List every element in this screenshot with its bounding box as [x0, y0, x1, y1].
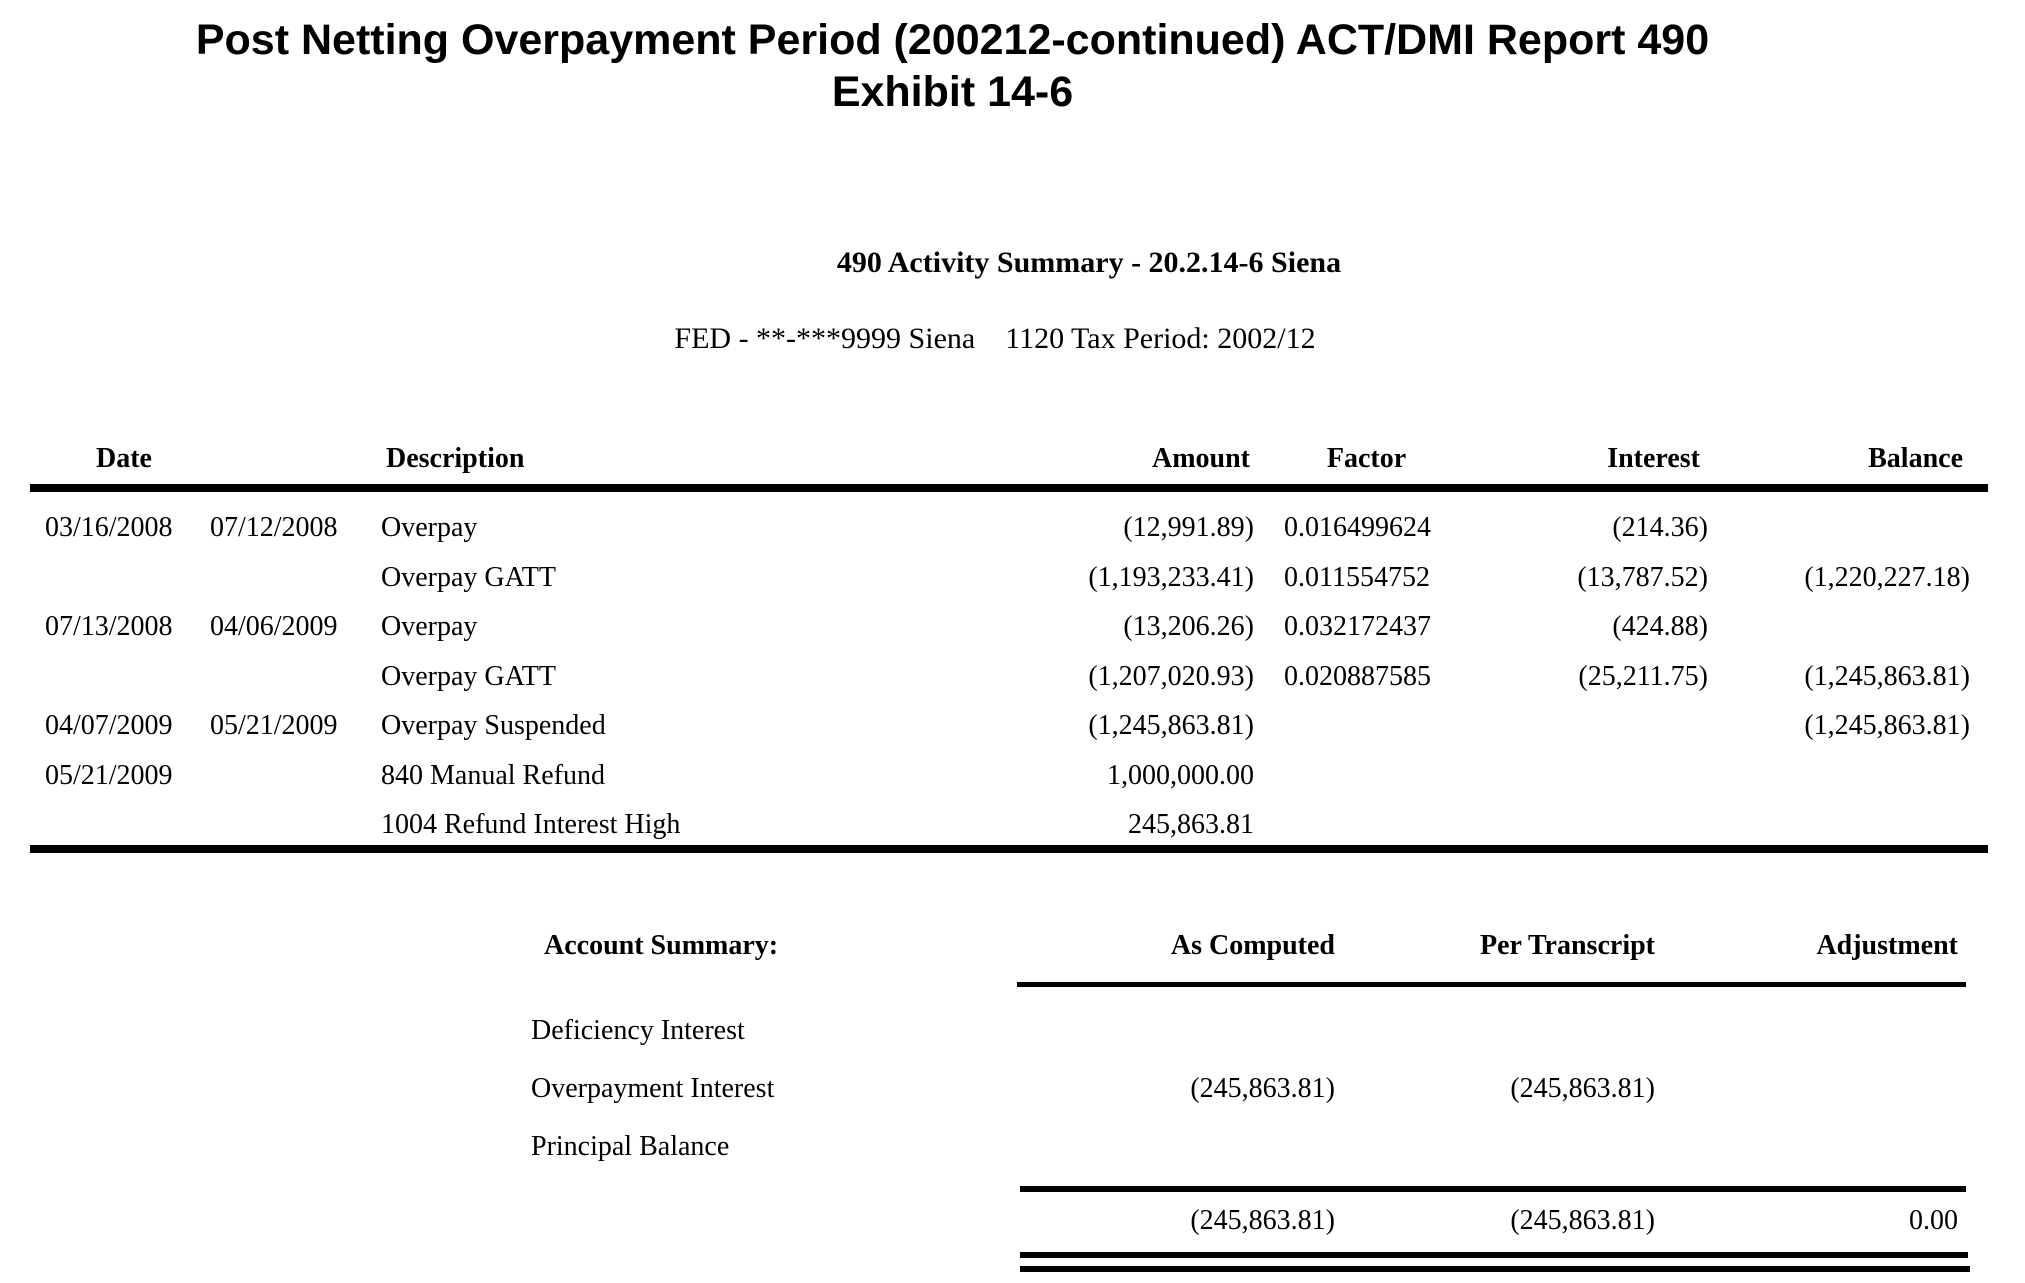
total-adjustment: 0.00 — [1909, 1205, 1958, 1236]
cell-amount: (12,991.89) — [1123, 512, 1254, 543]
account-summary-header — [0, 930, 2025, 970]
activity-table-header — [30, 443, 1975, 475]
summary-bottom-rule-2 — [1020, 1266, 1970, 1272]
cell-interest: (25,211.75) — [1578, 660, 1708, 692]
cell-factor: 0.020887585 — [1284, 660, 1431, 692]
cell-date-end — [210, 751, 378, 801]
column-header-adjustment: Adjustment — [1816, 930, 1958, 961]
cell-balance — [1712, 800, 1975, 850]
cell-amount: (1,193,233.41) — [1088, 561, 1254, 593]
table-row — [30, 751, 1975, 801]
cell-amount: (1,245,863.81) — [1088, 710, 1254, 741]
cell-balance: (1,220,227.18) — [1804, 561, 1970, 593]
account-summary-heading: Account Summary: — [544, 930, 779, 961]
table-row — [30, 602, 1975, 652]
cell-balance — [1712, 751, 1975, 801]
summary-bottom-rule-1 — [1020, 1252, 1968, 1258]
table-row — [30, 652, 1975, 702]
cell-amount: 245,863.81 — [1128, 809, 1254, 840]
cell-factor — [1258, 701, 1475, 751]
column-header-description: Description — [386, 443, 525, 474]
cell-date-start: 07/13/2008 — [45, 611, 173, 642]
cell-amount: (13,206.26) — [1123, 611, 1254, 642]
cell-factor — [1258, 800, 1475, 850]
column-header-factor: Factor — [1326, 443, 1407, 474]
cell-description: Overpay — [381, 512, 478, 543]
table-top-rule — [30, 484, 1988, 492]
cell-date-start: 03/16/2008 — [45, 512, 173, 543]
column-header-date: Date — [96, 443, 152, 474]
cell-date-end: 07/12/2008 — [210, 512, 338, 543]
cell-interest — [1475, 701, 1712, 751]
cell-balance — [1712, 503, 1975, 553]
summary-row-label: Principal Balance — [531, 1131, 730, 1162]
activity-summary-heading: 490 Activity Summary - 20.2.14-6 Siena — [836, 246, 1342, 279]
summary-totals-row — [0, 1205, 2025, 1245]
table-row — [30, 553, 1975, 603]
total-as-computed: (245,863.81) — [1190, 1205, 1335, 1236]
summary-row-label: Deficiency Interest — [531, 1015, 745, 1046]
cell-factor: 0.016499624 — [1284, 512, 1431, 543]
cell-amount: 1,000,000.00 — [1107, 759, 1254, 791]
cell-description: Overpay — [381, 611, 478, 642]
cell-per-transcript: (245,863.81) — [1510, 1073, 1655, 1104]
cell-date-start: 05/21/2009 — [45, 759, 173, 791]
cell-balance: (1,245,863.81) — [1804, 660, 1970, 692]
cell-balance — [1712, 602, 1975, 652]
cell-description: Overpay GATT — [381, 561, 556, 593]
cell-date-end — [210, 553, 378, 603]
summary-totals-top-rule — [1020, 1186, 1966, 1192]
cell-interest — [1475, 800, 1712, 850]
summary-header-rule — [1017, 982, 1966, 987]
total-per-transcript: (245,863.81) — [1510, 1205, 1655, 1236]
column-header-amount: Amount — [1151, 443, 1250, 474]
cell-description: 1004 Refund Interest High — [381, 809, 681, 840]
cell-as-computed: (245,863.81) — [1190, 1073, 1335, 1104]
column-header-as-computed: As Computed — [1170, 930, 1335, 961]
cell-date-start: 04/07/2009 — [45, 710, 173, 741]
cell-interest: (214.36) — [1612, 512, 1708, 543]
cell-factor: 0.032172437 — [1284, 611, 1431, 642]
cell-date-start — [30, 553, 210, 603]
activity-table — [30, 503, 1975, 850]
column-header-per-transcript: Per Transcript — [1480, 930, 1655, 961]
cell-date-start — [30, 652, 210, 702]
cell-description: 840 Manual Refund — [381, 759, 605, 791]
summary-row — [0, 1131, 2025, 1171]
cell-date-end: 05/21/2009 — [210, 710, 338, 741]
cell-interest: (424.88) — [1612, 611, 1708, 642]
cell-date-end: 04/06/2009 — [210, 611, 338, 642]
table-row — [30, 503, 1975, 553]
page-title-line2: Exhibit 14-6 — [831, 68, 1074, 116]
column-header-balance: Balance — [1868, 443, 1963, 474]
cell-description: Overpay Suspended — [381, 710, 606, 741]
cell-interest: (13,787.52) — [1577, 561, 1708, 593]
cell-date-end — [210, 652, 378, 702]
summary-row-label: Overpayment Interest — [531, 1073, 775, 1104]
cell-interest — [1475, 751, 1712, 801]
entity-tax-period-line: FED - **-***9999 Siena 1120 Tax Period: 2002/12 — [674, 322, 1316, 355]
table-row — [30, 701, 1975, 751]
summary-row — [0, 1073, 2025, 1113]
cell-date-end — [210, 800, 378, 850]
cell-description: Overpay GATT — [381, 660, 556, 692]
cell-date-start — [30, 800, 210, 850]
cell-factor: 0.011554752 — [1284, 561, 1430, 593]
table-bottom-rule — [30, 845, 1988, 853]
cell-factor — [1258, 751, 1475, 801]
summary-row — [0, 1015, 2025, 1055]
cell-amount: (1,207,020.93) — [1088, 660, 1254, 692]
cell-balance: (1,245,863.81) — [1804, 710, 1970, 741]
page-title-line1: Post Netting Overpayment Period (200212-continued) ACT/DMI Report 490 — [195, 16, 1710, 64]
table-row — [30, 800, 1975, 850]
page-title — [30, 14, 1875, 118]
column-header-interest: Interest — [1607, 443, 1700, 474]
